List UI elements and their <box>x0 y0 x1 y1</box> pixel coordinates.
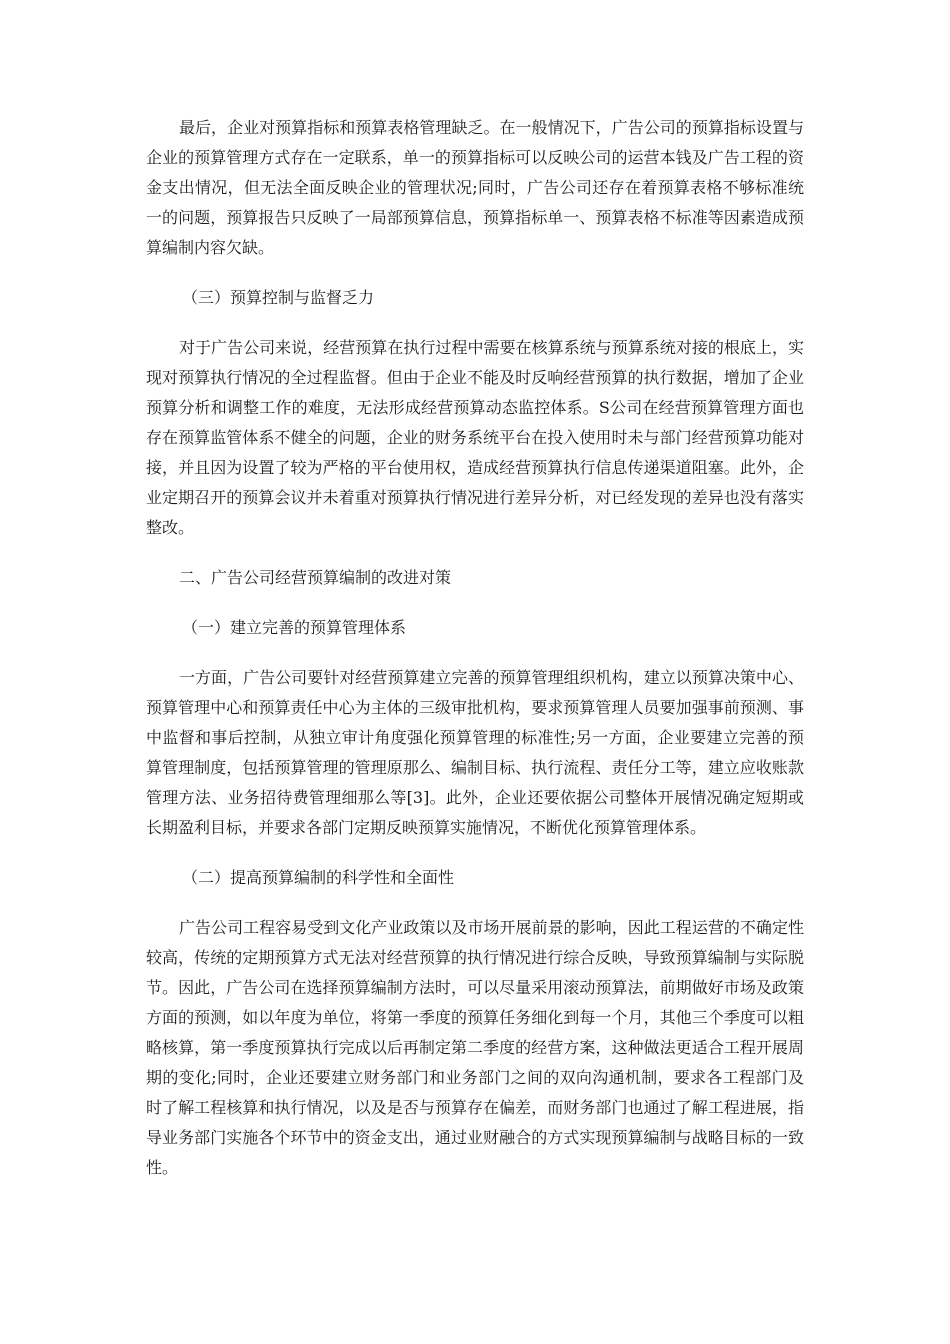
heading-control-supervision: （三）预算控制与监督乏力 <box>182 288 375 307</box>
paragraph-control-supervision: 对于广告公司来说，经营预算在执行过程中需要在核算系统与预算系统对接的根底上，实现对预算执行情况的全过程监督。但由于企业不能及时反响经营预算的执行数据，增加了企业预算分析和调整工作的难度，无法形成经营预算动态监控体系。S公司在经营预算管理方面也存在预算监管体系不健全的问题，企业的财务系统平台在投入使用时未与部门经营预算功能对接，并且因为设置了较为严格的平台使用权，造成经营预算执行信息传递渠道阻塞。此外，企业定期召开的预算会议并未着重对预算执行情况进行差异分析，对已经发现的差异也没有落实整改。 <box>146 338 804 537</box>
heading-improvement-measures: 二、广告公司经营预算编制的改进对策 <box>179 568 452 587</box>
paragraph-scientific-compilation: 广告公司工程容易受到文化产业政策以及市场开展前景的影响，因此工程运营的不确定性较高，传统的定期预算方式无法对经营预算的执行情况进行综合反映，导致预算编制与实际脱节。因此，广告公司在选择预算编制方法时，可以尽量采用滚动预算法，前期做好市场及政策方面的预测，如以年度为单位，将第一季度的预算任务细化到每一个月，其他三个季度可以粗略核算，第一季度预算执行完成以后再制定第二季度的经营方案，这种做法更适合工程开展周期的变化;同时，企业还要建立财务部门和业务部门之间的双向沟通机制，要求各工程部门及时了解工程核算和执行情况，以及是否与预算存在偏差，而财务部门也通过了解工程进展，指导业务部门实施各个环节中的资金支出，通过业财融合的方式实现预算编制与战略目标的一致性。 <box>146 918 804 1177</box>
document-body <box>146 113 804 1203</box>
heading-scientific-compilation: （二）提高预算编制的科学性和全面性 <box>182 868 455 887</box>
paragraph-budget-indicators: 最后，企业对预算指标和预算表格管理缺乏。在一般情况下，广告公司的预算指标设置与企业的预算管理方式存在一定联系，单一的预算指标可以反映公司的运营本钱及广告工程的资金支出情况，但无法全面反映企业的管理状况;同时，广告公司还存在着预算表格不够标准统一的问题，预算报告只反映了一局部预算信息，预算指标单一、预算表格不标准等因素造成预算编制内容欠缺。 <box>146 118 804 257</box>
heading-management-system: （一）建立完善的预算管理体系 <box>182 618 407 637</box>
paragraph-management-system: 一方面，广告公司要针对经营预算建立完善的预算管理组织机构，建立以预算决策中心、预算管理中心和预算责任中心为主体的三级审批机构，要求预算管理人员要加强事前预测、事中监督和事后控制，从独立审计角度强化预算管理的标准性;另一方面，企业要建立完善的预算管理制度，包括预算管理的管理原那么、编制目标、执行流程、责任分工等，建立应收账款管理方法、业务招待费管理细那么等[3]。此外，企业还要依据公司整体开展情况确定短期或长期盈利目标，并要求各部门定期反映预算实施情况，不断优化预算管理体系。 <box>146 668 804 837</box>
